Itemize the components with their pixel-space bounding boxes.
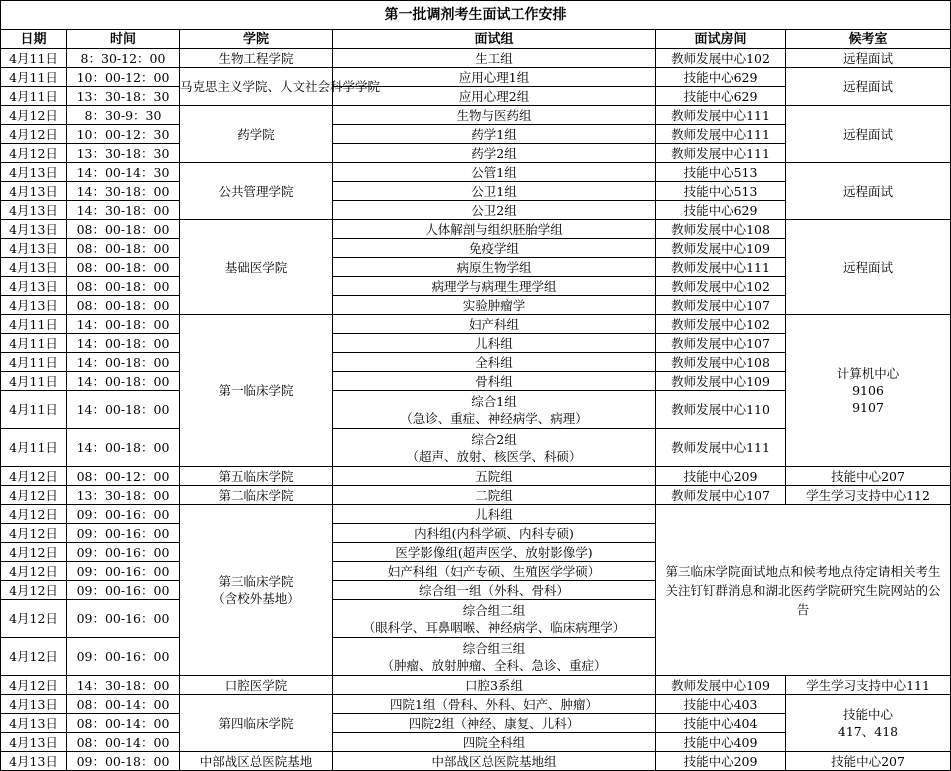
cell-group: 四院全科组 [333, 733, 656, 752]
cell-date: 4月12日 [1, 505, 67, 524]
cell-group: 内科组(内科学硕、内科专硕) [333, 524, 656, 543]
cell-date: 4月12日 [1, 600, 67, 638]
cell-school: 马克思主义学院、人文社会科学学院 [180, 68, 333, 106]
cell-waiting-room: 技能中心 417、418 [786, 695, 951, 752]
cell-school: 公共管理学院 [180, 163, 333, 220]
cell-group: 中部战区总医院基地组 [333, 752, 656, 771]
cell-time: 8：30-12：00 [67, 49, 180, 68]
cell-time: 14：00-18：00 [67, 429, 180, 467]
cell-time: 14：00-18：00 [67, 372, 180, 391]
cell-group: 药学2组 [333, 144, 656, 163]
cell-waiting-room: 技能中心207 [786, 752, 951, 771]
cell-room: 教师发展中心111 [656, 258, 786, 277]
table-row [1, 467, 951, 486]
cell-time: 10：00-12：00 [67, 68, 180, 87]
cell-time: 13：30-18：30 [67, 144, 180, 163]
cell-room: 教师发展中心111 [656, 429, 786, 467]
cell-group: 妇产科组 [333, 315, 656, 334]
cell-room: 技能中心409 [656, 733, 786, 752]
cell-date: 4月13日 [1, 201, 67, 220]
cell-time: 14：30-18：00 [67, 676, 180, 695]
table-title: 第一批调剂考生面试工作安排 [1, 1, 951, 30]
cell-group: 公卫2组 [333, 201, 656, 220]
cell-room: 教师发展中心102 [656, 277, 786, 296]
cell-time: 08：00-12：00 [67, 467, 180, 486]
cell-date: 4月12日 [1, 581, 67, 600]
cell-group: 病理学与病理生理学组 [333, 277, 656, 296]
cell-date: 4月11日 [1, 429, 67, 467]
cell-waiting-room: 技能中心207 [786, 467, 951, 486]
cell-group: 人体解剖与组织胚胎学组 [333, 220, 656, 239]
cell-room: 技能中心513 [656, 182, 786, 201]
cell-group: 生物与医药组 [333, 106, 656, 125]
cell-room: 教师发展中心111 [656, 144, 786, 163]
cell-group: 病原生物学组 [333, 258, 656, 277]
cell-room: 技能中心403 [656, 695, 786, 714]
cell-date: 4月12日 [1, 125, 67, 144]
table-row [1, 163, 951, 182]
cell-date: 4月11日 [1, 372, 67, 391]
cell-room: 技能中心404 [656, 714, 786, 733]
cell-date: 4月12日 [1, 543, 67, 562]
cell-group: 综合1组 （急诊、重症、神经病学、病理） [333, 391, 656, 429]
cell-time: 14：00-18：00 [67, 334, 180, 353]
cell-date: 4月12日 [1, 638, 67, 676]
cell-room: 教师发展中心107 [656, 334, 786, 353]
cell-school: 第一临床学院 [180, 315, 333, 467]
cell-date: 4月11日 [1, 334, 67, 353]
header-date: 日期 [1, 30, 67, 49]
cell-date: 4月13日 [1, 258, 67, 277]
cell-group: 应用心理2组 [333, 87, 656, 106]
cell-time: 08：00-18：00 [67, 258, 180, 277]
cell-room: 教师发展中心108 [656, 353, 786, 372]
header-waiting-room: 候考室 [786, 30, 951, 49]
cell-date: 4月12日 [1, 676, 67, 695]
cell-date: 4月13日 [1, 163, 67, 182]
cell-time: 09：00-18：00 [67, 752, 180, 771]
cell-time: 10：00-12：30 [67, 125, 180, 144]
cell-room: 教师发展中心111 [656, 106, 786, 125]
cell-date: 4月12日 [1, 524, 67, 543]
cell-group: 公卫1组 [333, 182, 656, 201]
cell-room: 教师发展中心102 [656, 315, 786, 334]
cell-date: 4月13日 [1, 182, 67, 201]
cell-room: 教师发展中心107 [656, 296, 786, 315]
cell-date: 4月13日 [1, 277, 67, 296]
table-row [1, 220, 951, 239]
cell-group: 应用心理1组 [333, 68, 656, 87]
cell-school: 中部战区总医院基地 [180, 752, 333, 771]
cell-time: 13：30-18：30 [67, 87, 180, 106]
cell-time: 09：00-16：00 [67, 600, 180, 638]
cell-room: 技能中心629 [656, 87, 786, 106]
cell-date: 4月12日 [1, 144, 67, 163]
cell-time: 09：00-16：00 [67, 562, 180, 581]
cell-time: 14：00-14：30 [67, 163, 180, 182]
cell-date: 4月12日 [1, 562, 67, 581]
header-room: 面试房间 [656, 30, 786, 49]
cell-group: 四院2组（神经、康复、儿科） [333, 714, 656, 733]
cell-school: 口腔医学院 [180, 676, 333, 695]
table-row [1, 752, 951, 771]
cell-school: 第二临床学院 [180, 486, 333, 505]
header-row [1, 30, 951, 49]
cell-date: 4月11日 [1, 68, 67, 87]
cell-school: 基础医学院 [180, 220, 333, 315]
cell-date: 4月11日 [1, 87, 67, 106]
cell-school: 生物工程学院 [180, 49, 333, 68]
cell-time: 08：00-14：00 [67, 695, 180, 714]
cell-room: 教师发展中心110 [656, 391, 786, 429]
cell-room: 技能中心209 [656, 467, 786, 486]
cell-date: 4月13日 [1, 695, 67, 714]
cell-room: 技能中心629 [656, 68, 786, 87]
cell-waiting-room: 学生学习支持中心112 [786, 486, 951, 505]
cell-time: 08：00-14：00 [67, 733, 180, 752]
cell-time: 09：00-16：00 [67, 543, 180, 562]
cell-group: 五院组 [333, 467, 656, 486]
cell-room: 教师发展中心109 [656, 239, 786, 258]
cell-group: 综合组一组（外科、骨科） [333, 581, 656, 600]
table-row [1, 106, 951, 125]
cell-date: 4月13日 [1, 714, 67, 733]
cell-school: 第五临床学院 [180, 467, 333, 486]
header-group: 面试组 [333, 30, 656, 49]
cell-room: 教师发展中心107 [656, 486, 786, 505]
cell-time: 09：00-16：00 [67, 505, 180, 524]
cell-room: 教师发展中心109 [656, 372, 786, 391]
cell-time: 08：00-18：00 [67, 277, 180, 296]
cell-time: 09：00-16：00 [67, 638, 180, 676]
cell-group: 口腔3系组 [333, 676, 656, 695]
cell-date: 4月12日 [1, 106, 67, 125]
cell-room: 教师发展中心109 [656, 676, 786, 695]
table-row [1, 505, 951, 524]
cell-date: 4月13日 [1, 220, 67, 239]
cell-time: 14：30-18：00 [67, 201, 180, 220]
cell-group: 综合组二组 （眼科学、耳鼻咽喉、神经病学、临床病理学） [333, 600, 656, 638]
cell-group: 药学1组 [333, 125, 656, 144]
cell-group: 四院1组（骨科、外科、妇产、肿瘤） [333, 695, 656, 714]
cell-waiting-room: 计算机中心 9106 9107 [786, 315, 951, 467]
cell-waiting-room: 远程面试 [786, 68, 951, 106]
cell-room: 技能中心513 [656, 163, 786, 182]
cell-room: 技能中心629 [656, 201, 786, 220]
table-row [1, 695, 951, 714]
cell-time: 14：00-18：00 [67, 391, 180, 429]
cell-date: 4月11日 [1, 353, 67, 372]
cell-date: 4月11日 [1, 49, 67, 68]
cell-time: 13：30-18：00 [67, 486, 180, 505]
cell-group: 儿科组 [333, 334, 656, 353]
cell-waiting-room: 学生学习支持中心111 [786, 676, 951, 695]
cell-waiting-room: 远程面试 [786, 163, 951, 220]
table-row [1, 676, 951, 695]
cell-date: 4月13日 [1, 239, 67, 258]
cell-group: 免疫学组 [333, 239, 656, 258]
cell-date: 4月12日 [1, 467, 67, 486]
cell-school: 第三临床学院 （含校外基地） [180, 505, 333, 676]
cell-time: 09：00-16：00 [67, 524, 180, 543]
cell-room: 教师发展中心111 [656, 125, 786, 144]
cell-group: 医学影像组(超声医学、放射影像学) [333, 543, 656, 562]
cell-time: 08：00-18：00 [67, 296, 180, 315]
table-row [1, 315, 951, 334]
cell-group: 综合组三组 （肿瘤、放射肿瘤、全科、急诊、重症） [333, 638, 656, 676]
cell-time: 14：00-18：00 [67, 315, 180, 334]
cell-date: 4月12日 [1, 486, 67, 505]
header-time: 时间 [67, 30, 180, 49]
cell-waiting-room: 远程面试 [786, 49, 951, 68]
table-row [1, 68, 951, 87]
table-row [1, 486, 951, 505]
cell-time: 14：30-18：00 [67, 182, 180, 201]
cell-time: 8：30-9：30 [67, 106, 180, 125]
cell-date: 4月13日 [1, 296, 67, 315]
cell-school: 药学院 [180, 106, 333, 163]
cell-group: 妇产科组（妇产专硕、生殖医学学硕） [333, 562, 656, 581]
cell-group: 二院组 [333, 486, 656, 505]
cell-time: 08：00-14：00 [67, 714, 180, 733]
cell-time: 09：00-16：00 [67, 581, 180, 600]
header-school: 学院 [180, 30, 333, 49]
cell-waiting-room: 远程面试 [786, 220, 951, 315]
cell-waiting-room: 远程面试 [786, 106, 951, 163]
cell-date: 4月13日 [1, 733, 67, 752]
cell-date: 4月11日 [1, 391, 67, 429]
notice-cell: 第三临床学院面试地点和候考地点待定请相关考生关注钉钉群消息和湖北医药学院研究生院网站的公告 [656, 505, 951, 676]
cell-date: 4月13日 [1, 752, 67, 771]
cell-room: 技能中心209 [656, 752, 786, 771]
cell-school: 第四临床学院 [180, 695, 333, 752]
cell-time: 14：00-18：00 [67, 353, 180, 372]
cell-group: 综合2组 （超声、放射、核医学、科硕） [333, 429, 656, 467]
cell-room: 教师发展中心108 [656, 220, 786, 239]
cell-group: 实验肿瘤学 [333, 296, 656, 315]
cell-group: 公管1组 [333, 163, 656, 182]
cell-group: 骨科组 [333, 372, 656, 391]
cell-room: 教师发展中心102 [656, 49, 786, 68]
cell-time: 08：00-18：00 [67, 220, 180, 239]
cell-group: 儿科组 [333, 505, 656, 524]
cell-time: 08：00-18：00 [67, 239, 180, 258]
cell-group: 生工组 [333, 49, 656, 68]
cell-group: 全科组 [333, 353, 656, 372]
table-row [1, 49, 951, 68]
cell-date: 4月11日 [1, 315, 67, 334]
